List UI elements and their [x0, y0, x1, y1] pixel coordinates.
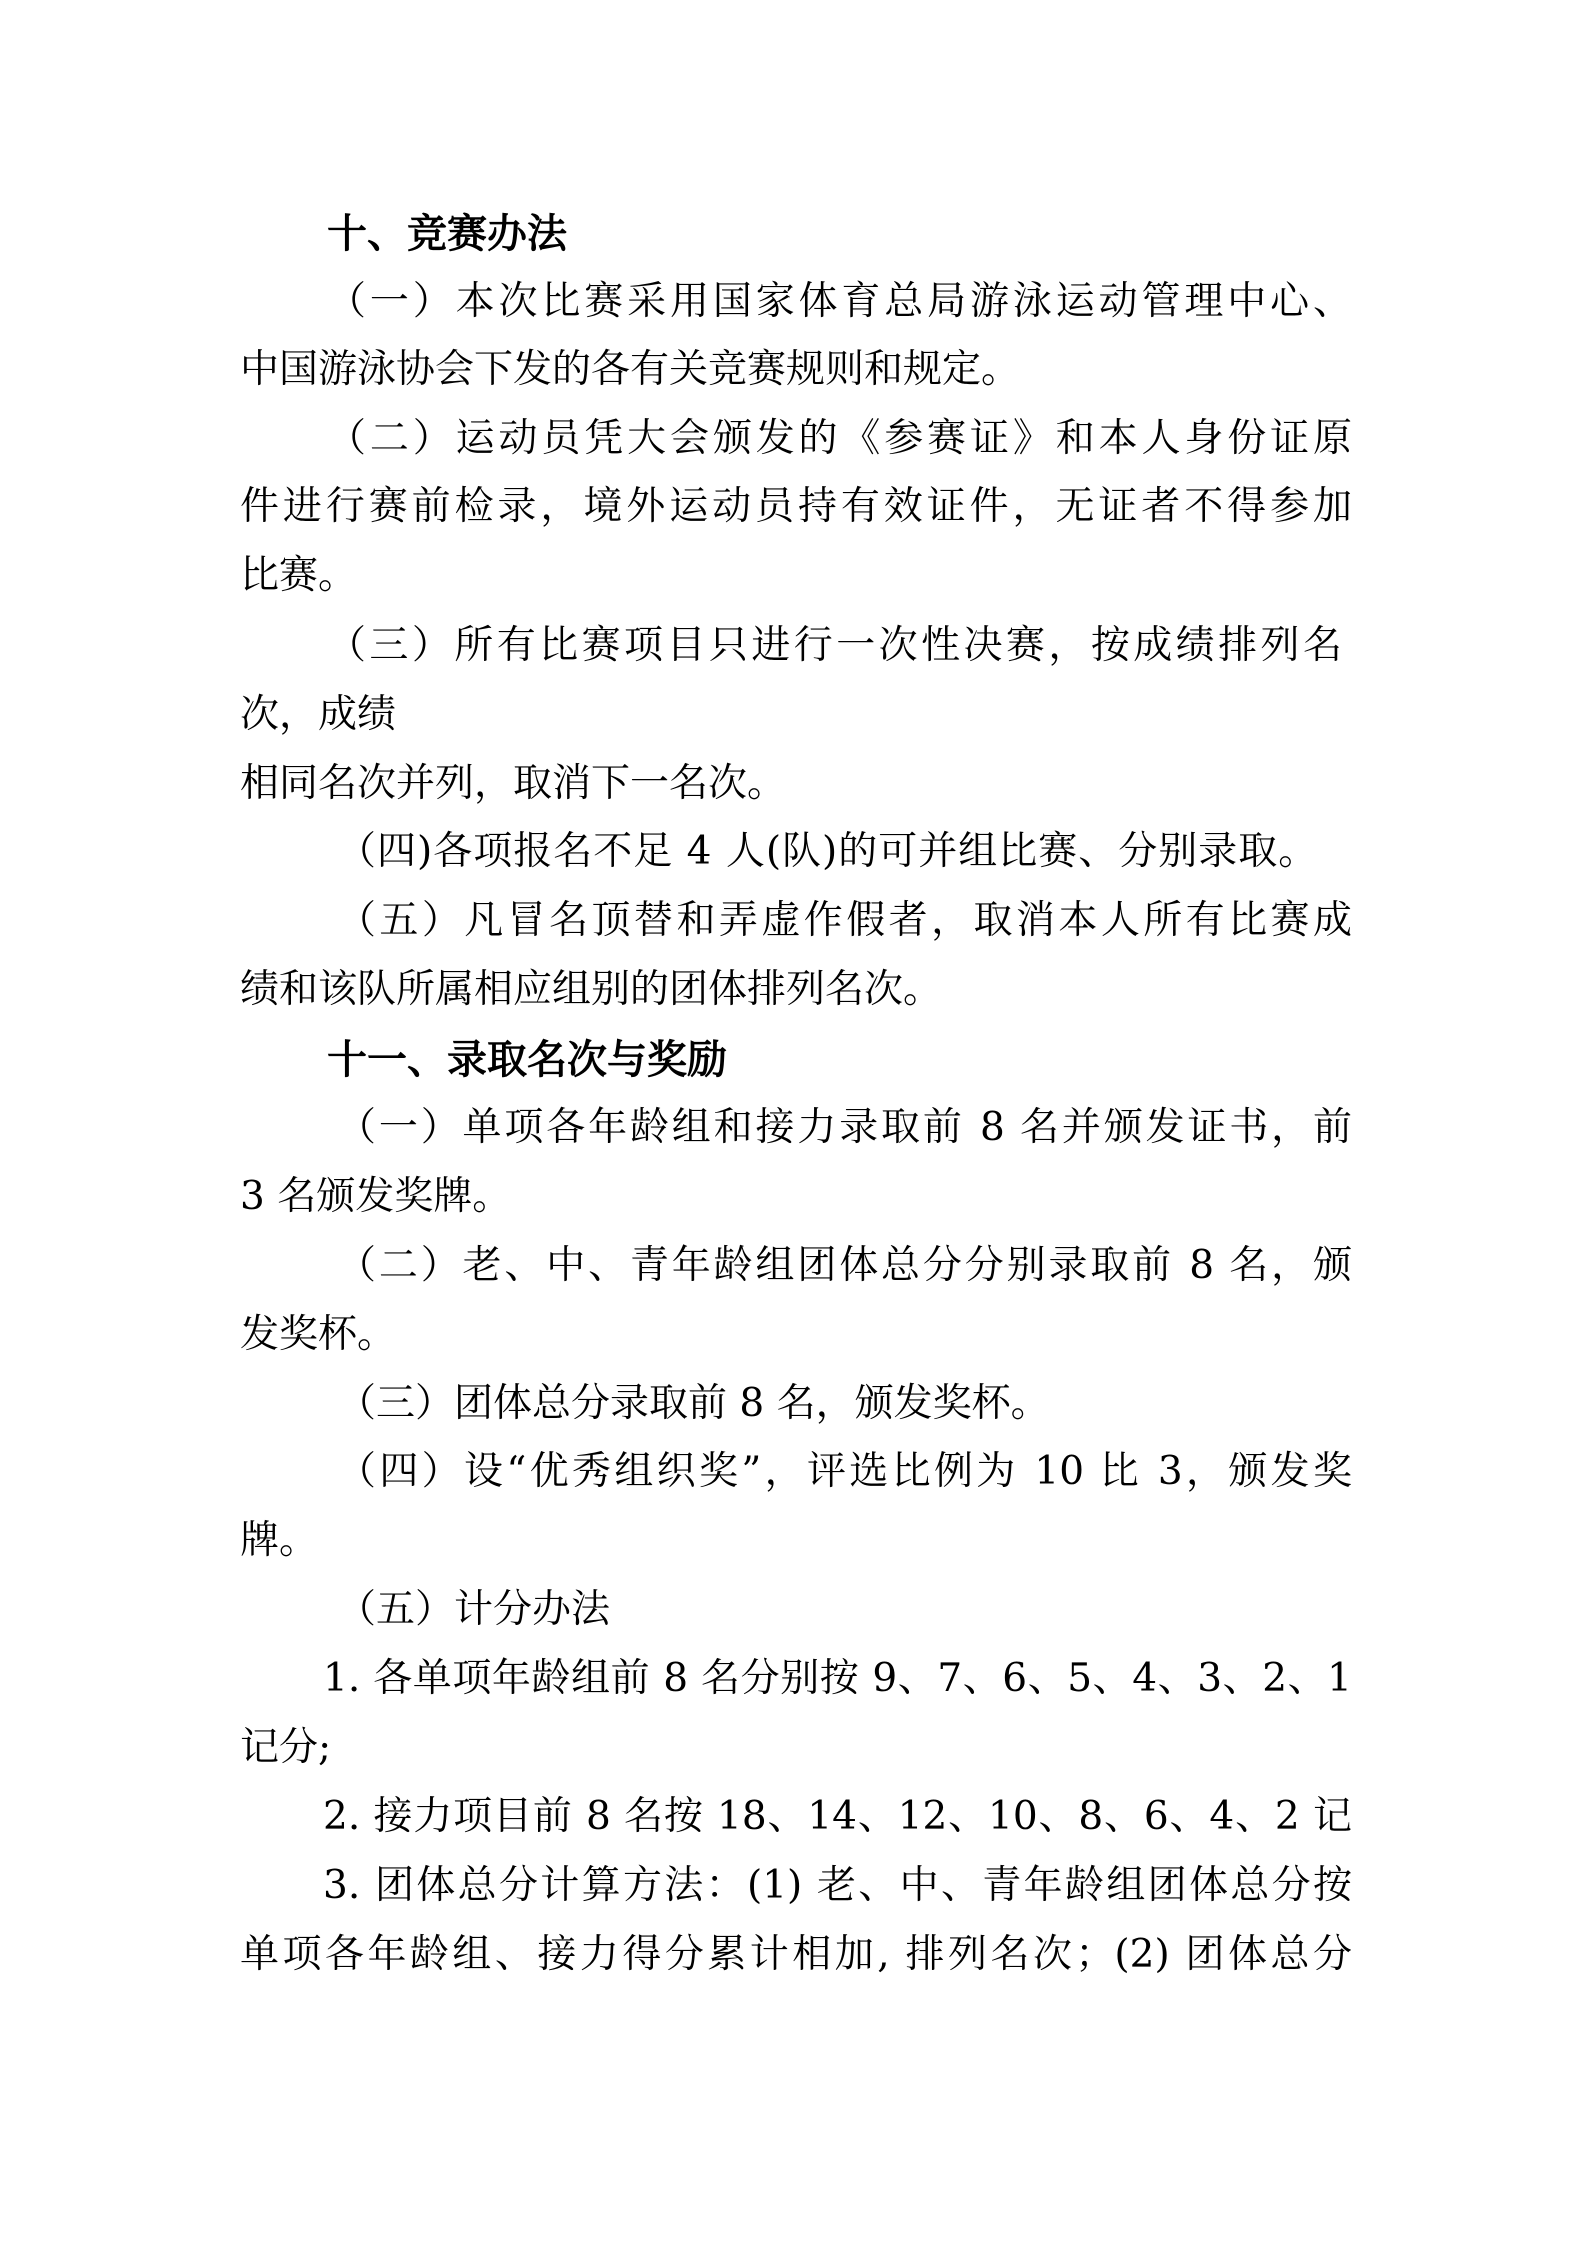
s10-p5-line2: 绩和该队所属相应组别的团体排列名次。	[240, 967, 943, 1012]
s11-item1-line2: 记分;	[240, 1725, 332, 1770]
s11-p5-line1: （五）计分办法	[337, 1587, 611, 1632]
s11-p4-line2: 牌。	[240, 1518, 319, 1563]
s10-p2-line1: （二）运动员凭大会颁发的《参赛证》和本人身份证原	[327, 416, 1352, 461]
s11-item2-line1: 2. 接力项目前 8 名按 18、14、12、10、8、6、4、2 记	[323, 1794, 1352, 1839]
s11-p1-line2: 3 名颁发奖牌。	[240, 1174, 512, 1219]
s10-p5-line1: （五）凡冒名顶替和弄虚作假者，取消本人所有比赛成	[337, 898, 1352, 943]
section-11-title: 十一、录取名次与奖励	[327, 1037, 727, 1083]
s11-p3-line1: （三）团体总分录取前 8 名，颁发奖杯。	[337, 1381, 1050, 1426]
s10-p3-line1: （三）所有比赛项目只进行一次性决赛，按成绩排列名	[327, 623, 1342, 668]
s11-p1-line1: （一）单项各年龄组和接力录取前 8 名并颁发证书，前	[337, 1105, 1352, 1150]
s11-p4-line1: （四）设“优秀组织奖”，评选比例为 10 比 3，颁发奖	[337, 1449, 1352, 1494]
s11-item1-line1: 1. 各单项年龄组前 8 名分别按 9、7、6、5、4、3、2、1	[323, 1656, 1352, 1701]
s10-p1-line1: （一）本次比赛采用国家体育总局游泳运动管理中心、	[327, 279, 1352, 324]
s11-item3-line1: 3. 团体总分计算方法：(1) 老、中、青年龄组团体总分按	[323, 1863, 1352, 1908]
s10-p3-line3: 相同名次并列，取消下一名次。	[240, 761, 787, 806]
s10-p2-line3: 比赛。	[240, 553, 358, 598]
s10-p4-line1: （四)各项报名不足 4 人(队)的可并组比赛、分别录取。	[337, 829, 1319, 874]
s10-p1-line2: 中国游泳协会下发的各有关竞赛规则和规定。	[240, 347, 1021, 392]
s11-p2-line1: （二）老、中、青年龄组团体总分分别录取前 8 名，颁	[337, 1243, 1352, 1288]
s11-item3-line2: 单项各年龄组、接力得分累计相加, 排列名次；(2) 团体总分	[240, 1932, 1352, 1977]
section-10-title: 十、竞赛办法	[327, 211, 567, 257]
s10-p2-line2: 件进行赛前检录，境外运动员持有效证件，无证者不得参加	[240, 484, 1352, 529]
s11-p2-line2: 发奖杯。	[240, 1312, 397, 1357]
s10-p3-line2: 次，成绩	[240, 692, 397, 737]
